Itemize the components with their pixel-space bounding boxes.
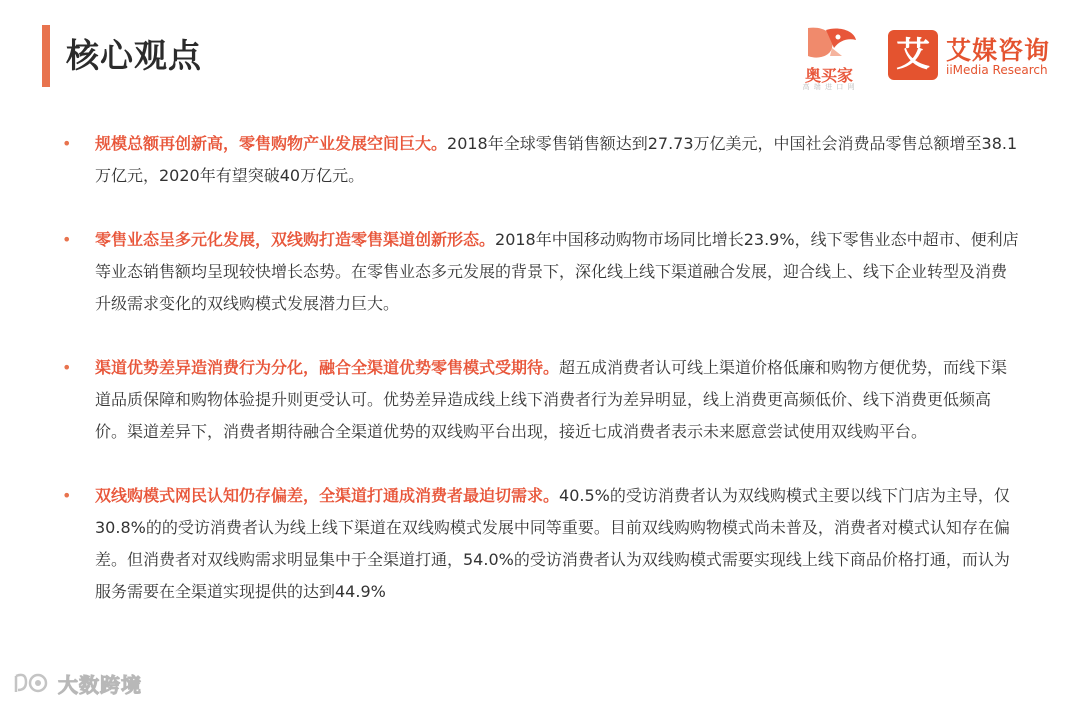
key-point-highlight: 规模总额再创新高，零售购物产业发展空间巨大。 bbox=[95, 134, 448, 153]
aomaijia-name: 奥买家 bbox=[804, 66, 853, 85]
key-point-body: 40.5%的受访消费者认为双线购模式主要以线下门店为主导，仅30.8%的的受访消费者认为线上线下渠道在双线购模式发展中同等重要。目前双线购购物模式尚未普及，消费者对模式认知存在偏差。但消费者对双线购需求明显集中于全渠道打通，54.0%的受访消费者认为双线购模式需要实现线上线下商品价格打通，而认为服务需要在全渠道实现提供的达到44.9% bbox=[95, 486, 1010, 601]
watermark-logo-icon bbox=[12, 670, 52, 696]
watermark bbox=[12, 668, 142, 698]
iimedia-icon: 艾 bbox=[888, 30, 938, 80]
iimedia-name-cn: 艾媒咨询 bbox=[946, 36, 1051, 65]
aomaijia-tagline: 高 端 进 口 网 bbox=[802, 83, 856, 91]
key-point-highlight: 渠道优势差异造消费行为分化，融合全渠道优势零售模式受期待。 bbox=[95, 358, 560, 377]
page-title: 核心观点 bbox=[66, 36, 202, 75]
key-point bbox=[62, 352, 1022, 448]
key-point-highlight: 零售业态呈多元化发展，双线购打造零售渠道创新形态。 bbox=[95, 230, 496, 249]
key-points-list bbox=[62, 128, 1022, 640]
key-point-highlight: 双线购模式网民认知仍存偏差，全渠道打通成消费者最迫切需求。 bbox=[95, 486, 560, 505]
key-point bbox=[62, 224, 1022, 320]
aomaijia-logo bbox=[796, 26, 866, 91]
key-point-body: 2018年全球零售销售额达到27.73万亿美元，中国社会消费品零售总额增至38.1万亿元，2020年有望突破40万亿元。 bbox=[95, 134, 1018, 185]
bullet-dot-icon: • bbox=[62, 486, 72, 505]
aomaijia-bird-icon bbox=[802, 26, 858, 64]
bullet-dot-icon: • bbox=[62, 230, 72, 249]
key-point bbox=[62, 128, 1022, 192]
watermark-text: 大数跨境 bbox=[58, 672, 142, 697]
key-point-body: 超五成消费者认可线上渠道价格低廉和购物方便优势，而线下渠道品质保障和购物体验提升则更受认可。优势差异造成线上线下消费者行为差异明显，线上消费更高频低价、线下消费更低频高价。渠道差异下，消费者期待融合全渠道优势的双线购平台出现，接近七成消费者表示未来愿意尝试使用双线购平台。 bbox=[95, 358, 1008, 441]
key-point bbox=[62, 480, 1022, 608]
bullet-dot-icon: • bbox=[62, 358, 72, 377]
title-accent-bar bbox=[42, 25, 50, 87]
iimedia-logo bbox=[888, 30, 1068, 82]
key-point-body: 2018年中国移动购物市场同比增长23.9%，线下零售业态中超市、便利店等业态销售额均呈现较快增长态势。在零售业态多元发展的背景下，深化线上线下渠道融合发展，迎合线上、线下企业转型及消费升级需求变化的双线购模式发展潜力巨大。 bbox=[95, 230, 1019, 313]
bullet-dot-icon: • bbox=[62, 134, 72, 153]
iimedia-name-en: iiMedia Research bbox=[946, 63, 1048, 77]
